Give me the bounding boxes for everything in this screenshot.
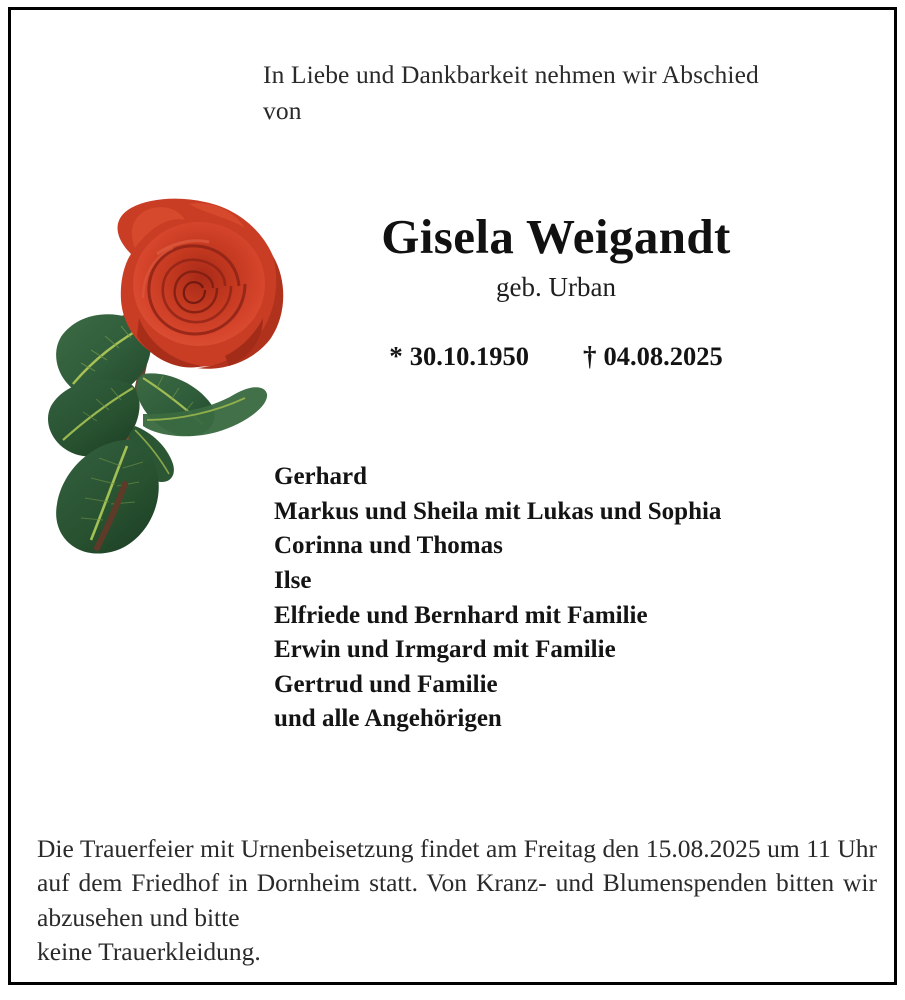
deceased-name: Gisela Weigandt — [381, 209, 731, 264]
list-item: Ilse — [274, 566, 312, 594]
deceased-name-block — [261, 208, 851, 303]
birth-date — [389, 341, 529, 371]
cross-icon: † — [583, 341, 597, 371]
obituary-notice — [8, 7, 897, 985]
funeral-details-text: Die Trauerfeier mit Urnenbeisetzung findet am Freitag den 15.08.2025 um 11 Uhr auf dem Friedhof in Dornheim statt. Von Kranz- und Blumenspenden bitten wir abzusehen und bitte — [37, 834, 877, 932]
list-item: Gerhard — [274, 463, 368, 490]
survivors-list — [274, 460, 874, 737]
intro-text: In Liebe und Dankbarkeit nehmen wir Abschied von — [263, 60, 759, 126]
funeral-details — [37, 832, 877, 969]
list-item: Markus und Sheila mit Lukas und Sophia — [274, 497, 722, 525]
list-item: Elfriede und Bernhard mit Familie — [274, 601, 648, 629]
list-item: Erwin und Irmgard mit Familie — [274, 636, 616, 664]
list-item: und alle Angehörigen — [274, 705, 502, 733]
life-dates — [261, 341, 851, 372]
star-icon: * — [389, 341, 403, 371]
birth-date-value: 30.10.1950 — [409, 341, 529, 371]
funeral-details-last-line: keine Trauerkleidung. — [37, 936, 261, 966]
death-date-value: 04.08.2025 — [603, 341, 723, 371]
maiden-name: geb. Urban — [496, 272, 616, 302]
list-item: Gertrud und Familie — [274, 670, 498, 698]
list-item: Corinna und Thomas — [274, 532, 503, 560]
death-date — [583, 341, 723, 371]
